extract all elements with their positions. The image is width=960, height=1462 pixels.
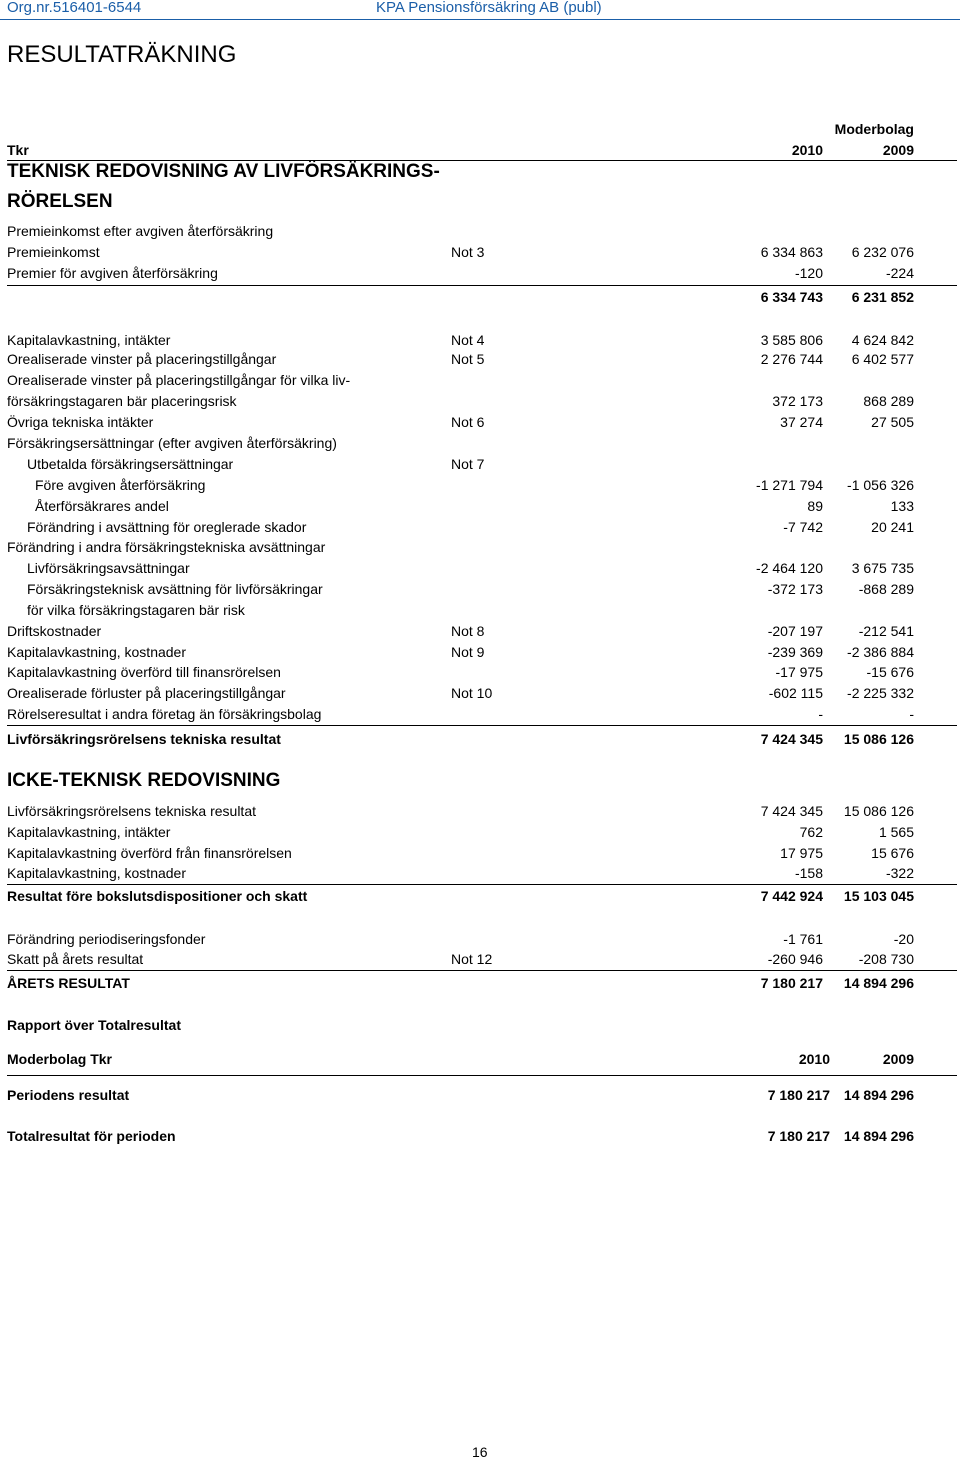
value-2010: -158	[794, 865, 823, 881]
column-group-label: Moderbolag	[834, 121, 914, 137]
row-label: Förändring i avsättning för oreglerade skador	[27, 519, 307, 535]
row-label: Försäkringsersättningar (efter avgiven återförsäkring)	[7, 435, 337, 451]
row-label: Återförsäkrares andel	[35, 498, 169, 514]
value-2009: -868 289	[858, 581, 914, 597]
year-2009-header: 2009	[882, 142, 914, 158]
value-2009: 15 086 126	[843, 731, 914, 747]
table-row	[0, 704, 960, 724]
table-row	[0, 929, 960, 949]
value-2010: -2 464 120	[756, 560, 823, 576]
row-label: Utbetalda försäkringsersättningar	[27, 456, 234, 472]
row-note: Not 9	[451, 644, 485, 660]
value-2010: -260 946	[767, 951, 823, 967]
table-row	[0, 600, 960, 620]
table-row	[0, 517, 960, 537]
totals-heading: Rapport över Totalresultat	[7, 1017, 181, 1033]
value-2009: -20	[893, 931, 914, 947]
row-label: Premieinkomst efter avgiven återförsäkring	[7, 223, 274, 239]
totals-col-label: Moderbolag Tkr	[7, 1051, 113, 1067]
row-label: Livförsäkringsavsättningar	[27, 560, 190, 576]
page-number: 16	[472, 1444, 488, 1460]
row-label: Förändring i andra försäkringstekniska avsättningar	[7, 539, 326, 555]
table-row	[0, 330, 960, 350]
table-row	[0, 221, 960, 241]
value-2009: 3 675 735	[851, 560, 914, 576]
totals-rule	[7, 1075, 957, 1076]
value-2010: -	[818, 706, 823, 722]
row-note: Not 4	[451, 332, 485, 348]
row-label: Livförsäkringsrörelsens tekniska resultat	[7, 731, 281, 747]
totals-year-2010: 2010	[798, 1051, 830, 1067]
value-2009: -1 056 326	[847, 477, 914, 493]
value-2010: -17 975	[775, 664, 823, 680]
table-row	[0, 683, 960, 703]
table-row	[0, 496, 960, 516]
value-2009: -322	[885, 865, 914, 881]
row-label: Rörelseresultat i andra företag än försäkringsbolag	[7, 706, 322, 722]
value-2009: -224	[885, 265, 914, 281]
row-note: Not 7	[451, 456, 485, 472]
value-2009: 4 624 842	[851, 332, 914, 348]
value-2009: -208 730	[858, 951, 914, 967]
table-row	[0, 412, 960, 432]
section-title-line2: RÖRELSEN	[7, 191, 113, 212]
value-2010: -1 271 794	[756, 477, 823, 493]
table-row	[0, 287, 960, 307]
value-2010: -239 369	[767, 644, 823, 660]
table-row	[0, 391, 960, 411]
value-2010: 37 274	[780, 414, 823, 430]
row-note: Not 3	[451, 244, 485, 260]
value-2009: 14 894 296	[843, 975, 914, 991]
row-label: ÅRETS RESULTAT	[7, 975, 130, 991]
value-2010: 372 173	[772, 393, 823, 409]
value-2010: 7 424 345	[760, 803, 823, 819]
row-label: Kapitalavkastning, intäkter	[7, 824, 171, 840]
value-2010: -602 115	[768, 685, 823, 701]
row-note: Not 12	[451, 951, 493, 967]
value-2009: -15 676	[866, 664, 914, 680]
row-label: Kapitalavkastning överförd till finansrörelsen	[7, 664, 281, 680]
value-2010: 6 334 743	[760, 289, 823, 305]
value-2009: -	[909, 706, 914, 722]
page-title: RESULTATRÄKNING	[7, 41, 237, 68]
table-row	[0, 370, 960, 390]
value-2010: 17 975	[780, 845, 823, 861]
value-2009: 868 289	[863, 393, 914, 409]
table-row	[0, 801, 960, 821]
row-note: Not 6	[451, 414, 485, 430]
subtotal-rule	[7, 884, 957, 885]
value-2010: 89	[807, 498, 823, 514]
table-row	[0, 263, 960, 283]
column-group-row	[0, 119, 960, 139]
value-2010: -7 742	[783, 519, 823, 535]
row-label: Försäkringsteknisk avsättning för livförsäkringar	[27, 581, 323, 597]
table-row	[0, 454, 960, 474]
column-header-row	[0, 140, 960, 160]
row-label: Orealiserade förluster på placeringstillgångar	[7, 685, 286, 701]
row-label: Premier för avgiven återförsäkring	[7, 265, 218, 281]
row-label: Driftskostnader	[7, 623, 102, 639]
table-row	[0, 843, 960, 863]
table-row	[0, 475, 960, 495]
value-2009: 15 676	[871, 845, 914, 861]
value-2009: 27 505	[871, 414, 914, 430]
row-label: Förändring periodiseringsfonder	[7, 931, 206, 947]
company-name: KPA Pensionsförsäkring AB (publ)	[376, 0, 602, 16]
row-note: Not 5	[451, 351, 485, 367]
table-row	[0, 662, 960, 682]
row-label: Skatt på årets resultat	[7, 951, 144, 967]
row-label: Kapitalavkastning, kostnader	[7, 644, 186, 660]
row-label: Kapitalavkastning, intäkter	[7, 332, 171, 348]
value-2009: 1 565	[878, 824, 914, 840]
value-2010: 6 334 863	[760, 244, 823, 260]
value-2009: -2 386 884	[847, 644, 914, 660]
table-row	[0, 863, 960, 883]
value-2009: 15 103 045	[843, 888, 914, 904]
row-label: Orealiserade vinster på placeringstillgångar	[7, 351, 277, 367]
value-2010: 3 585 806	[760, 332, 823, 348]
totals-row: Totalresultat för perioden 7 180 217 14 894 296	[7, 1128, 914, 1144]
row-label: Kapitalavkastning överförd från finansrörelsen	[7, 845, 292, 861]
row-note: Not 8	[451, 623, 485, 639]
table-row	[0, 822, 960, 842]
year-2010-header: 2010	[791, 142, 823, 158]
header-divider	[0, 19, 960, 20]
unit-label: Tkr	[7, 142, 29, 158]
table-row	[0, 729, 960, 749]
subtotal-rule	[7, 970, 957, 971]
value-2009: -212 541	[858, 623, 914, 639]
table-row	[0, 537, 960, 557]
row-label: Resultat före bokslutsdispositioner och skatt	[7, 888, 308, 904]
table-row	[0, 949, 960, 969]
value-2009: 6 231 852	[851, 289, 914, 305]
table-row	[0, 621, 960, 641]
value-2009: 133	[890, 498, 914, 514]
value-2009: 6 232 076	[851, 244, 914, 260]
totals-row: Periodens resultat 7 180 217 14 894 296	[7, 1087, 914, 1103]
value-2010: 762	[799, 824, 823, 840]
row-label: Före avgiven återförsäkring	[35, 477, 206, 493]
subtotal-rule	[7, 285, 957, 286]
section2-title: ICKE-TEKNISK REDOVISNING	[7, 770, 281, 791]
value-2010: -1 761	[783, 931, 823, 947]
value-2010: -120	[794, 265, 823, 281]
table-row	[0, 973, 960, 993]
value-2009: -2 225 332	[847, 685, 914, 701]
row-label: Kapitalavkastning, kostnader	[7, 865, 186, 881]
value-2009: 6 402 577	[851, 351, 914, 367]
table-row	[0, 433, 960, 453]
value-2010: -207 197	[767, 623, 823, 639]
row-note: Not 10	[451, 685, 493, 701]
value-2010: 7 424 345	[760, 731, 823, 747]
value-2010: 7 442 924	[760, 888, 823, 904]
row-label: Orealiserade vinster på placeringstillgångar för vilka liv-	[7, 372, 351, 388]
row-label: för vilka försäkringstagaren bär risk	[27, 602, 245, 618]
row-label: Övriga tekniska intäkter	[7, 414, 154, 430]
section-title-line1: TEKNISK REDOVISNING AV LIVFÖRSÄKRINGS-	[7, 161, 440, 182]
row-label: försäkringstagaren bär placeringsrisk	[7, 393, 237, 409]
totals-column-header	[0, 1049, 960, 1069]
table-row	[0, 242, 960, 262]
table-row	[0, 886, 960, 906]
table-row	[0, 558, 960, 578]
value-2010: -372 173	[767, 581, 823, 597]
org-number: Org.nr.516401-6544	[7, 0, 142, 16]
table-row	[0, 642, 960, 662]
table-row	[0, 579, 960, 599]
value-2010: 2 276 744	[760, 351, 823, 367]
totals-year-2009: 2009	[882, 1051, 914, 1067]
row-label: Livförsäkringsrörelsens tekniska resultat	[7, 803, 256, 819]
table-row	[0, 349, 960, 369]
value-2009: 15 086 126	[843, 803, 914, 819]
value-2009: 20 241	[871, 519, 914, 535]
value-2010: 7 180 217	[760, 975, 823, 991]
row-label: Premieinkomst	[7, 244, 100, 260]
subtotal-rule	[7, 725, 957, 726]
